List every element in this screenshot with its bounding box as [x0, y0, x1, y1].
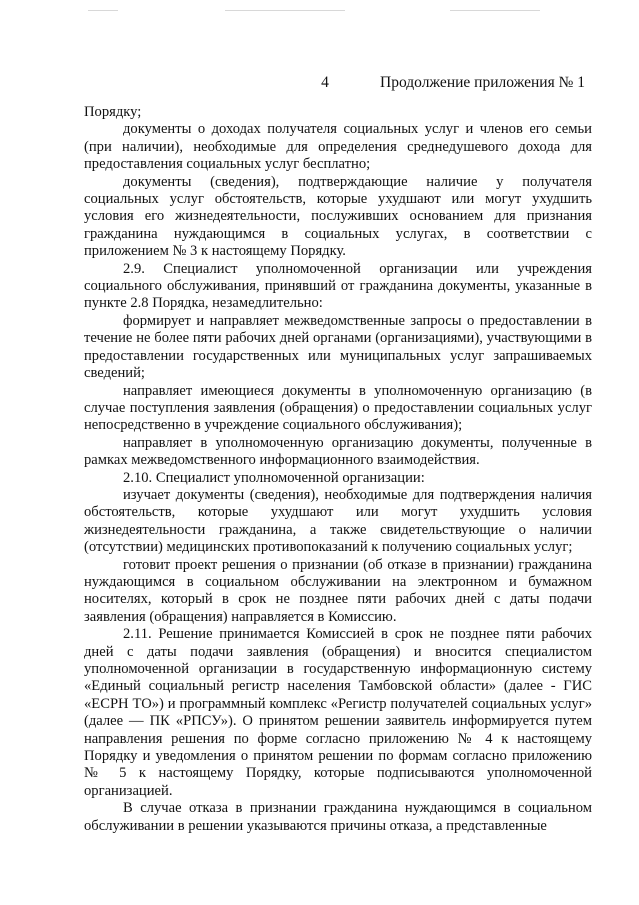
paragraph: изучает документы (сведения), необходимые для подтверждения наличия обстоятельств, которые ухудшают или могут ухудшить условия жизнедеятельности гражданина, а также свидетельствующие о наличии (отсутствии) медицинских противопоказаний к получению социальных услуг;	[84, 486, 592, 556]
appendix-continuation-title: Продолжение приложения № 1	[380, 74, 585, 91]
paragraph: готовит проект решения о признании (об отказе в признании) гражданина нуждающимся в социальном обслуживании на электронном и бумажном носителях, который в срок не позднее пяти рабочих дней с даты подачи заявления (обращения) направляется в Комиссию.	[84, 556, 592, 625]
scan-artifact	[88, 10, 118, 11]
paragraph: формирует и направляет межведомственные запросы о предоставлении в течение не более пяти рабочих дней органами (организациями), участвующими в предоставлении государственных или муниципальных услуг запрашиваемых сведений;	[84, 312, 592, 382]
paragraph-section-2-11: 2.11. Решение принимается Комиссией в срок не позднее пяти рабочих дней с даты подачи заявления (обращения) и вносится специалистом уполномоченной организации в государственную информационную систему «Единый социальный регистр населения Тамбовской области» (далее - ГИС «ЕСРН ТО») и программный комплекс «Регистр получателей социальных услуг» (далее — ПК «РПСУ»). О принятом решении заявитель информируется путем направления решения по форме согласно приложению № 4 к настоящему Порядку и уведомления о принятом решении по формам согласно приложению № 5 к настоящему Порядку, которые подписываются уполномоченной организацией.	[84, 626, 592, 799]
scan-artifact	[450, 10, 540, 11]
scan-artifact	[225, 10, 345, 11]
paragraph: документы о доходах получателя социальных услуг и членов его семьи (при наличии), необходимые для определения среднедушевого дохода для предоставления социальных услуг бесплатно;	[84, 121, 592, 173]
paragraph-section-2-9: 2.9. Специалист уполномоченной организации или учреждения социального обслуживания, принявший от гражданина документы, указанные в пункте 2.8 Порядка, незамедлительно:	[84, 260, 592, 312]
paragraph: направляет имеющиеся документы в уполномоченную организацию (в случае поступления заявления (обращения) о предоставлении социальных услуг непосредственно в учреждение социального обслуживания);	[84, 382, 592, 434]
document-body	[84, 104, 592, 835]
paragraph: Порядку;	[84, 104, 142, 120]
paragraph: направляет в уполномоченную организацию документы, полученные в рамках межведомственного информационного взаимодействия.	[84, 434, 592, 469]
paragraph: В случае отказа в признании гражданина нуждающимся в социальном обслуживании в решении указываются причины отказа, а представленные	[84, 800, 592, 834]
paragraph-section-2-10: 2.10. Специалист уполномоченной организации:	[123, 469, 425, 486]
page-number: 4	[321, 74, 329, 91]
paragraph: документы (сведения), подтверждающие наличие у получателя социальных услуг обстоятельств, которые ухудшают или могут ухудшить условия его жизнедеятельности, послуживших основанием для признания гражданина нуждающимся в социальных услугах, в соответствии с приложением № 3 к настоящему Порядку.	[84, 173, 592, 260]
